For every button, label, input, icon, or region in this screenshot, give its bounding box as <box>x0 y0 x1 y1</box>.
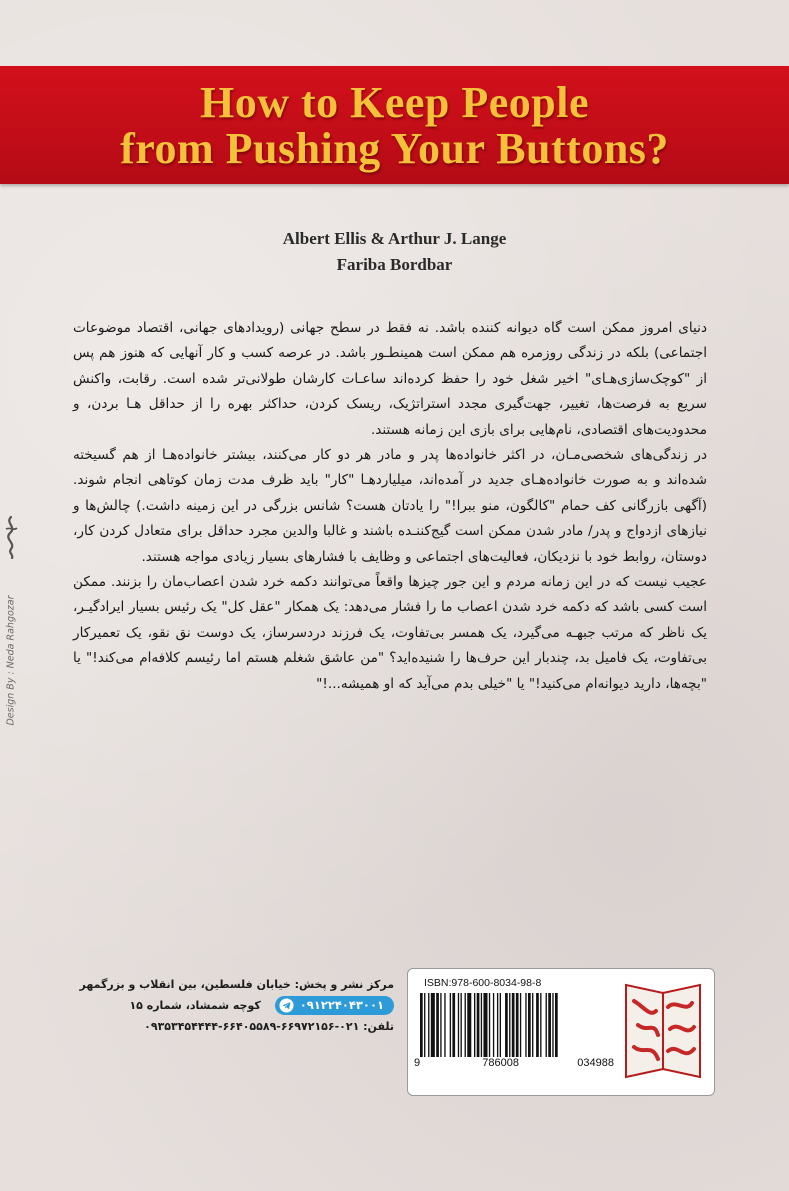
authors: Albert Ellis & Arthur J. Lange <box>282 229 507 248</box>
barcode-panel <box>407 968 715 1096</box>
paragraph-1: دنیای امروز ممکن است گاه دیوانه کننده باشد. نه فقط در سطح جهانی (رویدادهای جهانی، اقتصاد موضوعات اجتماعی) بلکه در زندگی روزمره هم ممکن است همینطـور باشد. در عرصه کسب و کار آنهایی که هنوز هم پس از "کوچک‌سازی‌هـای" اخیر شغل خود را حفظ کرده‌اند ساعـات کارشان طولانی‌تر شده است. رقابت، واکنش سریع به فرصت‌ها، تغییر، جهت‌گیری مجدد استراتژیک، ریسک کردن، حداکثر بهره را از حداقل هـا بردن، و محدودیت‌های اقتصادی، نام‌هایی برای بازی این زمانه هستند. <box>73 320 707 438</box>
barcode-bar <box>461 993 462 1057</box>
barcode-bar <box>525 993 526 1057</box>
barcode-bar <box>450 993 451 1057</box>
barcode-bar <box>552 993 553 1057</box>
barcode-bar <box>512 993 515 1057</box>
barcode-bar <box>458 993 459 1057</box>
design-credit <box>0 515 22 775</box>
barcode-bar <box>536 993 539 1057</box>
barcode-bar <box>497 993 498 1057</box>
barcode-bar <box>474 993 475 1057</box>
barcode-bar <box>477 993 480 1057</box>
barcode-bar <box>546 993 547 1057</box>
credits <box>0 226 789 278</box>
barcode-bar <box>420 993 423 1057</box>
barcode-digits <box>414 1057 614 1069</box>
book-title-line-1: How to Keep People <box>199 78 590 127</box>
barcode-bar <box>532 993 533 1057</box>
isbn: ISBN:978-600-8034-98-8 <box>424 977 542 989</box>
title-banner <box>0 66 789 184</box>
paragraph-2: در زندگی‌های شخصی‌مـان، در اکثر خانواده‌ها پدر و مادر هر دو کار می‌کنند، بیشتر خانواده‌هـا از هم گسیخته شده‌اند و به صورت خانواده‌هـای جدید در آمده‌اند، میلیاردهـا "کار" باید ظرف مدت زمان کوتاهی انجام شوند. (آگهی بازرگانی کف حمام "کالگون، منو ببرا!" را یادتان هست؟ شانس بزرگی در این زمینه داشت.) چالش‌ها و نیازهای ازدواج و پدر/ مادر شدن ممکن است گیج‌کننـده باشند و غالبا والدین مجرد حداقل برای متعادل کردن کار، دوستان، روابط خود با نزدیکان، فعالیت‌های اجتماعی و وظایف با فشارهای بسیار زیادی مواجه هستند. <box>73 447 707 565</box>
design-credit-text: Design By : Neda Rahgozar <box>5 595 17 726</box>
barcode-bar <box>444 993 445 1057</box>
barcode-bar <box>505 993 508 1057</box>
barcode-bar <box>483 993 487 1057</box>
book-title <box>0 80 789 172</box>
barcode-bar <box>436 993 439 1057</box>
barcode-bar <box>465 993 466 1057</box>
barcode-bar <box>467 993 471 1057</box>
barcode-digit-lead: 9 <box>414 1057 421 1069</box>
barcode-bar <box>500 993 501 1057</box>
publisher-address <box>79 974 394 1037</box>
barcode-bar <box>431 993 435 1057</box>
translator: Fariba Bordbar <box>336 255 453 274</box>
book-title-line-2: from Pushing Your Buttons? <box>120 124 669 173</box>
blurb-text <box>73 316 707 697</box>
paragraph-3: عجیب نیست که در این زمانه مردم و این جور چیزها واقعاً می‌توانند دکمه خرد شدن اعصاب‌مان را بزنند. ممکن است کسی باشد که دکمه خرد شدن اعصاب ما را فشار می‌دهد: یک همکار "عقل کل" یک رئیس بسیار ایرادگیـر، یک ناظر که مرتب جبهـه می‌گیرد، یک همسر بی‌تفاوت، یک فرزند دردسرساز، یک دوست نق نقو، یک تعمیرکار بی‌تفاوت، یک فامیل بد، چندبار این حرف‌ها را شنیده‌اید؟ "من عاشق شغلم هستم اما رئیسم کلافه‌ام می‌کند!" یا "بچه‌ها، دارید دیوانه‌ام می‌کنید!" یا "خیلی بدم می‌آید که او همیشه...!" <box>73 574 707 692</box>
barcode-bar <box>520 993 521 1057</box>
telegram-icon <box>279 998 294 1013</box>
barcode-bar <box>493 993 494 1057</box>
barcode-bar <box>516 993 519 1057</box>
telegram-badge[interactable] <box>275 996 394 1015</box>
phone-numbers: تلفن: ۰۲۱-۶۶۹۷۲۱۵۶-۶۶۴۰۵۵۸۹-۰۹۳۵۳۴۵۴۴۴۴ <box>144 1020 394 1033</box>
barcode-bar <box>489 993 490 1057</box>
barcode-bar <box>424 993 425 1057</box>
barcode-bar <box>548 993 551 1057</box>
barcode-bar <box>555 993 558 1057</box>
barcode-bar <box>428 993 429 1057</box>
designer-signature-icon <box>2 515 20 559</box>
publisher-logo <box>620 977 706 1085</box>
barcode-bar <box>440 993 441 1057</box>
barcode-bar <box>528 993 531 1057</box>
barcode-bar <box>540 993 541 1057</box>
barcode-digits-right: 034988 <box>577 1057 614 1069</box>
barcode-digits-left: 786008 <box>482 1057 519 1069</box>
barcode-bar <box>509 993 510 1057</box>
address-line-2: کوچه شمشاد، شماره ۱۵ <box>129 999 261 1012</box>
address-line-1: مرکز نشر و پخش: خیابان فلسطین، بین انقلاب و بزرگمهر <box>79 978 394 991</box>
barcode-bar <box>452 993 455 1057</box>
barcode-bar <box>481 993 482 1057</box>
address-line-2-row <box>96 995 394 1016</box>
barcode <box>416 993 612 1059</box>
telegram-number: ۰۹۱۲۲۴۰۴۳۰۰۱ <box>299 998 384 1012</box>
